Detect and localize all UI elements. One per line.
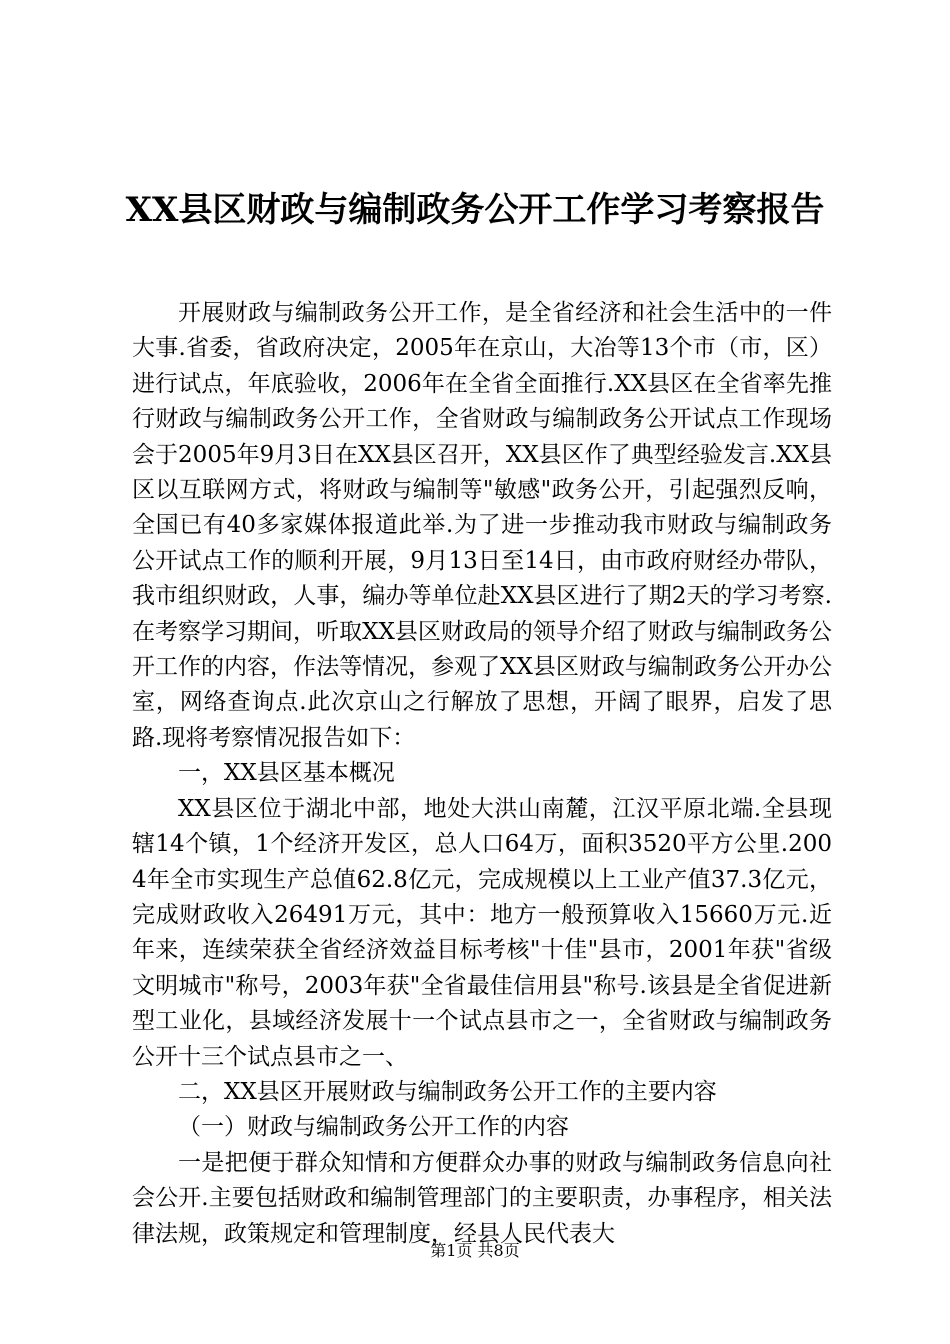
paragraph-intro: 开展财政与编制政务公开工作，是全省经济和社会生活中的一件大事.省委，省政府决定，2005年在京山，大冶等13个市（市，区）进行试点，年底验收，2006年在全省全面推行.XX县区在全省率先推行财政与编制政务公开工作，全省财政与编制政务公开试点工作现场会于2005年9月3日在XX县区召开，XX县区作了典型经验发言.XX县区以互联网方式，将财政与编制等"敏感"政务公开，引起强烈反响，全国已有40多家媒体报道此举.为了进一步推动我市财政与编制政务公开试点工作的顺利开展，9月13日至14日，由市政府财经办带队，我市组织财政，人事，编办等单位赴XX县区进行了期2天的学习考察.在考察学习期间，听取XX县区财政局的领导介绍了财政与编制政务公开工作的内容，作法等情况，参观了XX县区财政与编制政务公开办公室，网络查询点.此次京山之行解放了思想，开阔了眼界，启发了思路.现将考察情况报告如下： (132, 300, 832, 751)
paragraph-content: 一是把便于群众知情和方便群众办事的财政与编制政务信息向社会公开.主要包括财政和编制管理部门的主要职责，办事程序，相关法律法规，政策规定和管理制度，经县人民代表大 (132, 1149, 832, 1247)
page-number-footer: 第1页 共8页 (430, 1241, 520, 1260)
document-title: XX县区财政与编制政务公开工作学习考察报告 (125, 190, 825, 230)
paragraph-overview: XX县区位于湖北中部，地处大洪山南麓，江汉平原北端.全县现辖14个镇，1个经济开发区，总人口64万，面积3520平方公里.2004年全市实现生产总值62.8亿元，完成规模以上工业产值37.3亿元，完成财政收入26491万元，其中：地方一般预算收入15660万元.近年来，连续荣获全省经济效益目标考核"十佳"县市，2001年获"省级文明城市"称号，2003年获"全省最佳信用县"称号.该县是全省促进新型工业化，县域经济发展十一个试点县市之一，全省财政与编制政务公开十三个试点县市之一、 (132, 795, 832, 1070)
document-body (132, 296, 832, 1252)
subsection-heading-1: （一）财政与编制政务公开工作的内容 (178, 1114, 569, 1141)
section-heading-1: 一，XX县区基本概况 (178, 760, 395, 787)
section-heading-2: 二，XX县区开展财政与编制政务公开工作的主要内容 (178, 1078, 717, 1105)
